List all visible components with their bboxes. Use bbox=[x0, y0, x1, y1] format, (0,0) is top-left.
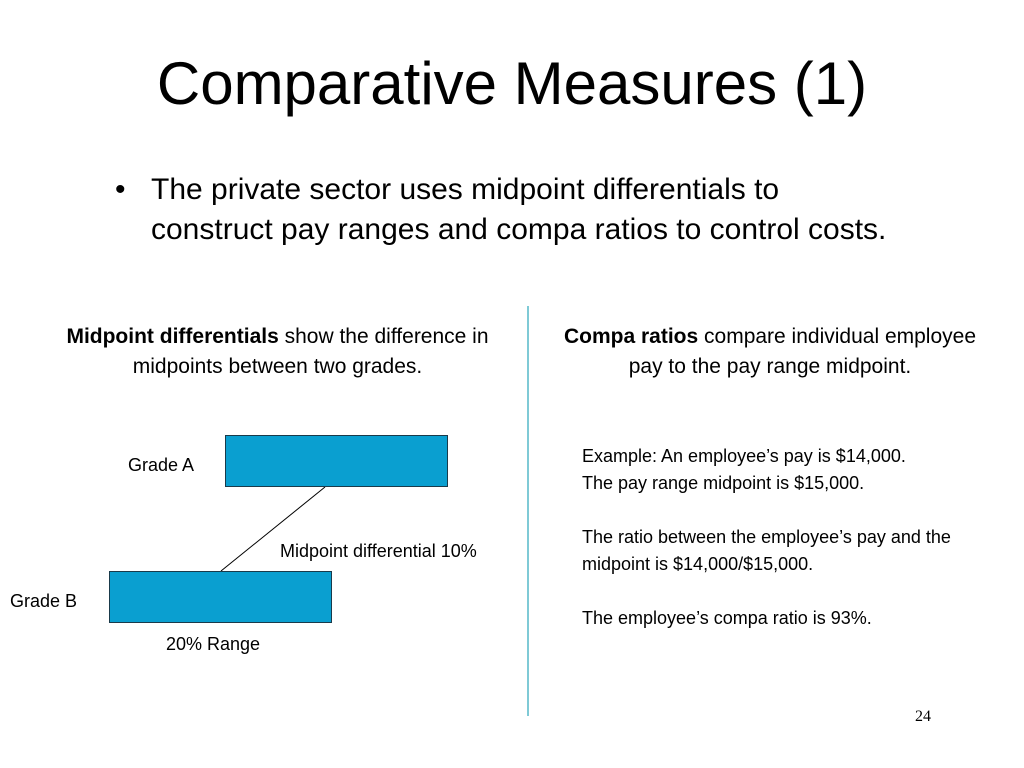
grade-a-label: Grade A bbox=[128, 455, 195, 475]
compa-ratio-example bbox=[582, 443, 977, 632]
grade-b-range-box bbox=[109, 571, 332, 623]
range-label: 20% Range bbox=[166, 634, 261, 654]
grade-b-label: Grade B bbox=[10, 591, 78, 611]
compa-ratios-definition: compare individual employee pay to the pay range midpoint. bbox=[628, 325, 977, 378]
compa-ratios-term: Compa ratios bbox=[563, 325, 699, 348]
bullet-text: The private sector uses midpoint differentials to construct pay ranges and compa ratios to control costs. bbox=[151, 173, 887, 246]
example-line: The pay range midpoint is $15,000. bbox=[582, 473, 865, 493]
example-line: The ratio between the employee’s pay and the midpoint is $14,000/$15,000. bbox=[582, 527, 951, 574]
page-number: 24 bbox=[915, 708, 931, 725]
example-line: The employee’s compa ratio is 93%. bbox=[582, 608, 872, 628]
bullet-marker: • bbox=[115, 173, 126, 206]
grade-a-range-box bbox=[225, 435, 448, 487]
midpoint-differentials-term: Midpoint differentials bbox=[66, 325, 279, 348]
example-line: Example: An employee’s pay is $14,000. bbox=[582, 446, 906, 466]
slide-title: Comparative Measures (1) bbox=[156, 50, 868, 117]
midpoint-differentials-definition: show the difference in midpoints between two grades. bbox=[132, 325, 489, 378]
midpoint-differential-label: Midpoint differential 10% bbox=[280, 541, 477, 561]
